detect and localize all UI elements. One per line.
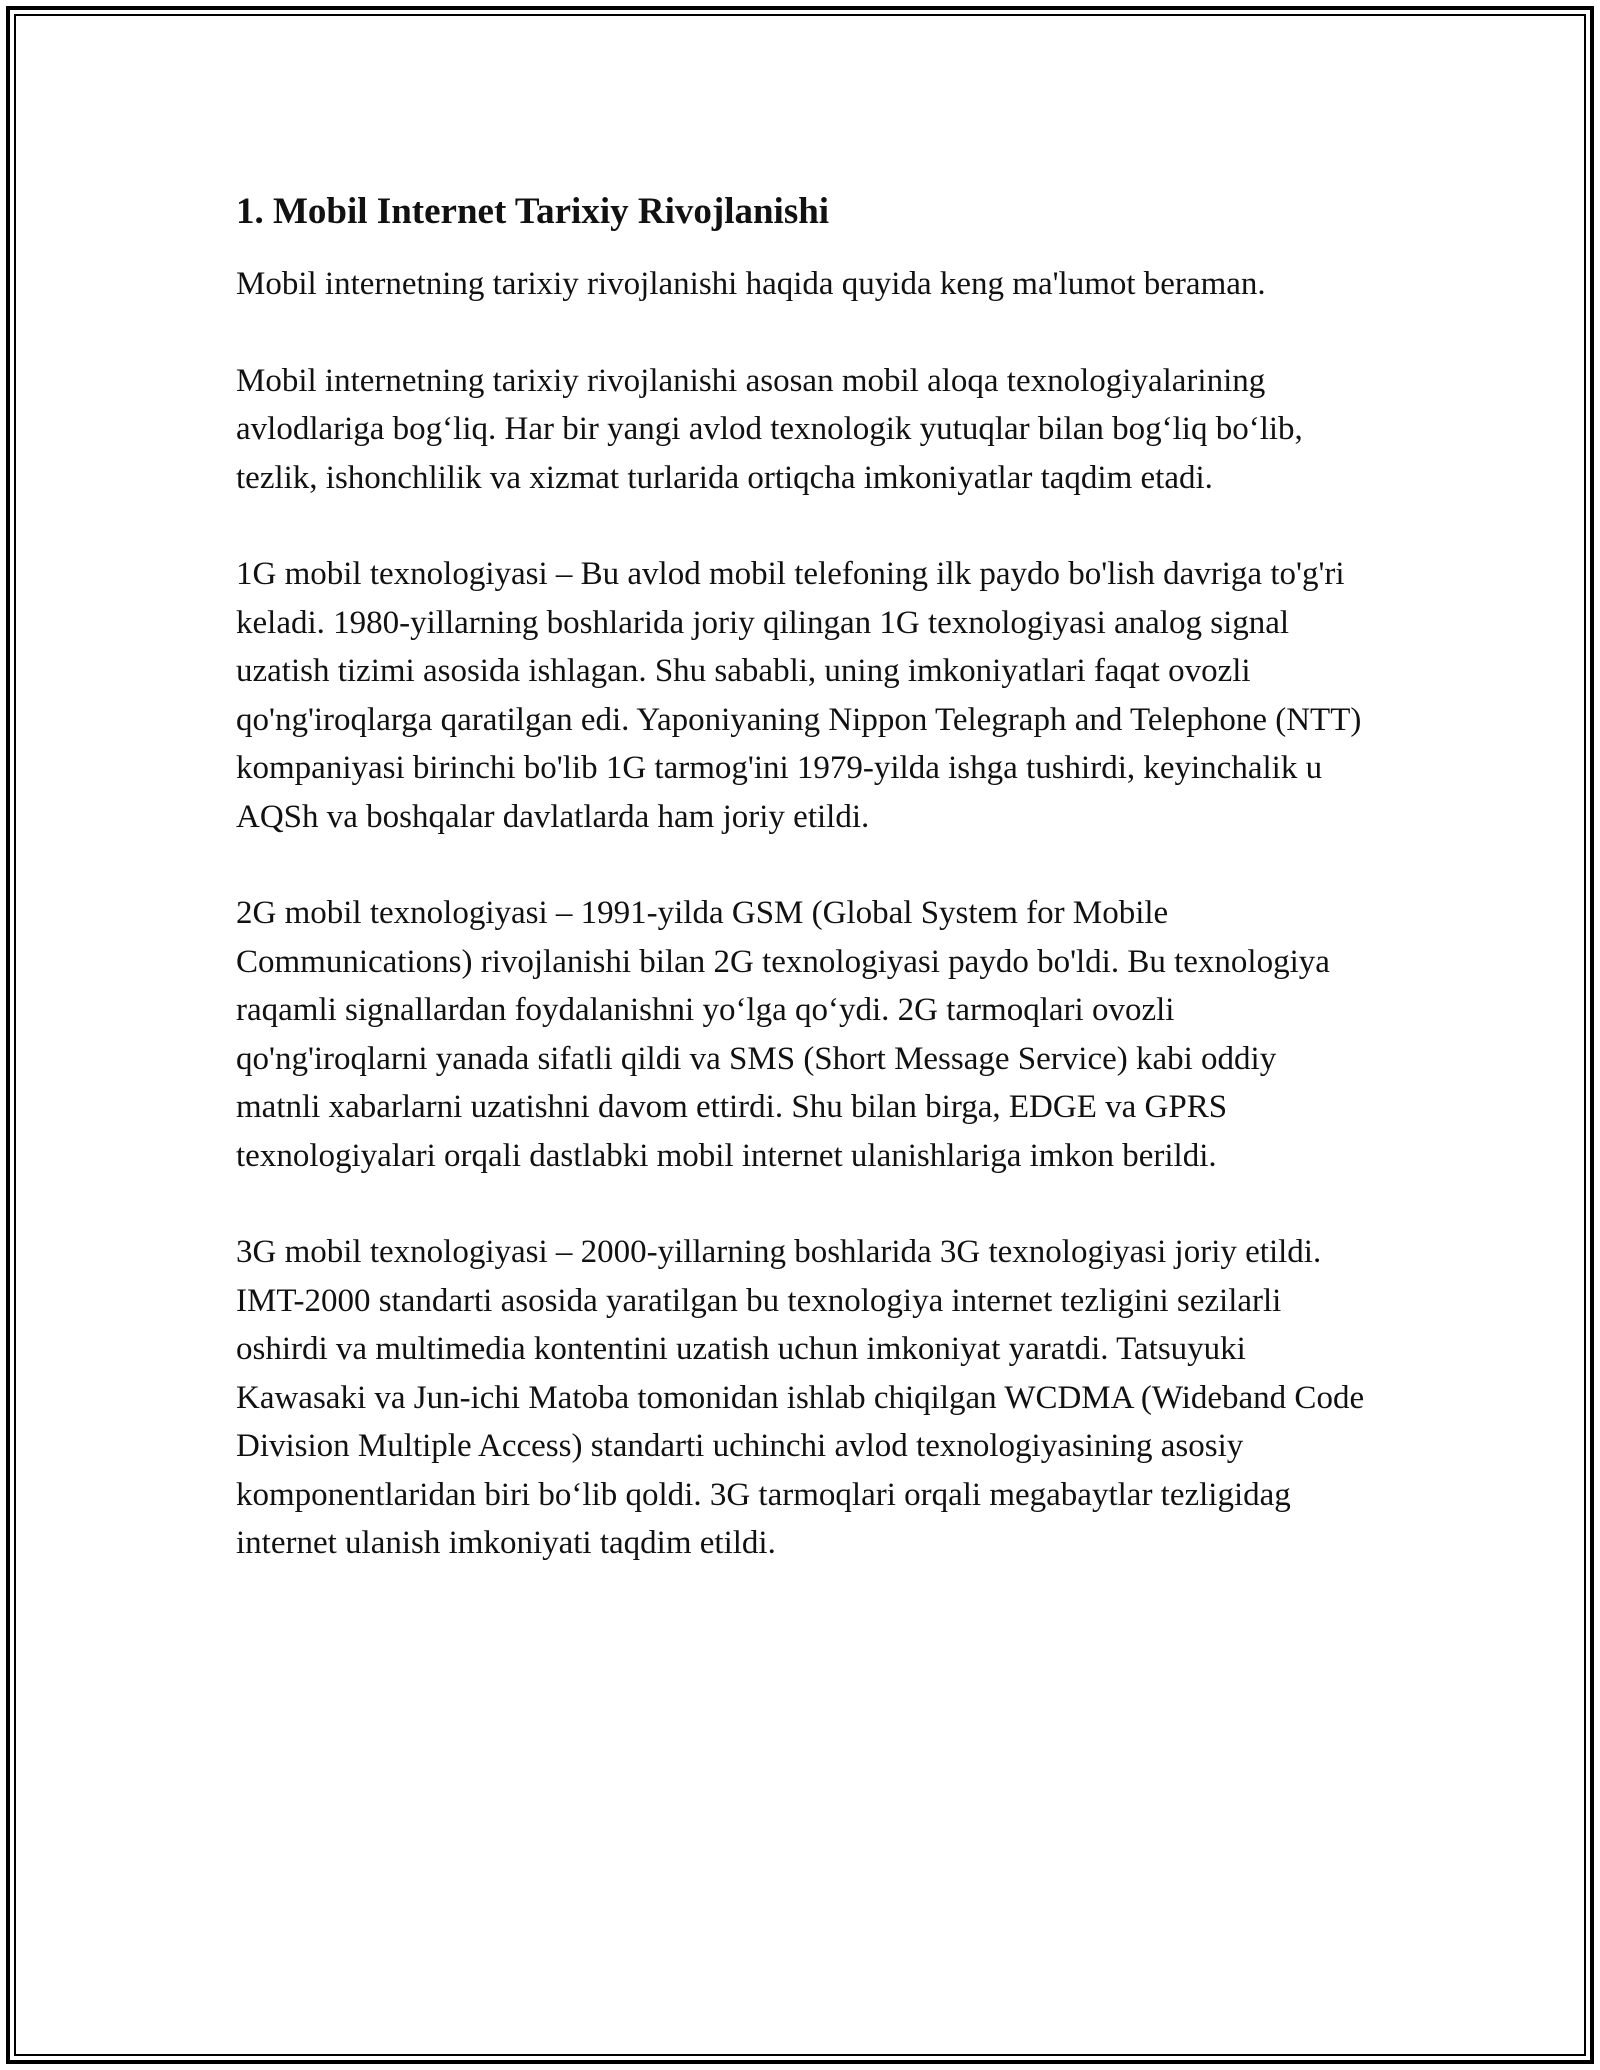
paragraph-overview: Mobil internetning tarixiy rivojlanishi asosan mobil aloqa texnologiyalarining avlodlariga bog‘liq. Har bir yangi avlod texnologik yutuqlar bilan bog‘liq bo‘lib, tezlik, ishonchlilik va xizmat turlarida ortiqcha imkoniyatlar taqdim etadi. [236,362,1303,496]
paragraph-3g: 3G mobil texnologiyasi – 2000-yillarning boshlarida 3G texnologiyasi joriy etildi. IMT-2000 standarti asosida yaratilgan bu texnologiya internet tezligini sezilarli oshirdi va multimedia kontentini uzatish uchun imkoniyat yaratdi. Tatsuyuki Kawasaki va Jun-ichi Matoba tomonidan ishlab chiqilgan WCDMA (Wideband Code Division Multiple Access) standarti uchinchi avlod texnologiyasining asosiy komponentlaridan biri bo‘lib qoldi. 3G tarmoqlari orqali megabaytlar tezligidag internet ulanish imkoniyati taqdim etildi. [236,1234,1365,1561]
paragraph-intro: Mobil internetning tarixiy rivojlanishi haqida quyida keng ma'lumot beraman. [236,266,1266,302]
paragraph-2g: 2G mobil texnologiyasi – 1991-yilda GSM (Global System for Mobile Communications) rivojlanishi bilan 2G texnologiyasi paydo bo'ldi. Bu texnologiya raqamli signallardan foydalanishni yo‘lga qo‘ydi. 2G tarmoqlari ovozli qo'ng'iroqlarni yanada sifatli qildi va SMS (Short Message Service) kabi oddiy matnli xabarlarni uzatishni davom ettirdi. Shu bilan birga, EDGE va GPRS texnologiyalari orqali dastlabki mobil internet ulanishlariga imkon berildi. [236,895,1330,1174]
document-body [236,186,1366,1616]
section-heading: 1. Mobil Internet Tarixiy Rivojlanishi [236,191,830,232]
paragraph-1g: 1G mobil texnologiyasi – Bu avlod mobil telefoning ilk paydo bo'lish davriga to'g'ri keladi. 1980-yillarning boshlarida joriy qilingan 1G texnologiyasi analog signal uzatish tizimi asosida ishlagan. Shu sababli, uning imkoniyatlari faqat ovozli qo'ng'iroqlarga qaratilgan edi. Yaponiyaning Nippon Telegraph and Telephone (NTT) kompaniyasi birinchi bo'lib 1G tarmog'ini 1979-yilda ishga tushirdi, keyinchalik u AQSh va boshqalar davlatlarda ham joriy etildi. [236,556,1362,835]
